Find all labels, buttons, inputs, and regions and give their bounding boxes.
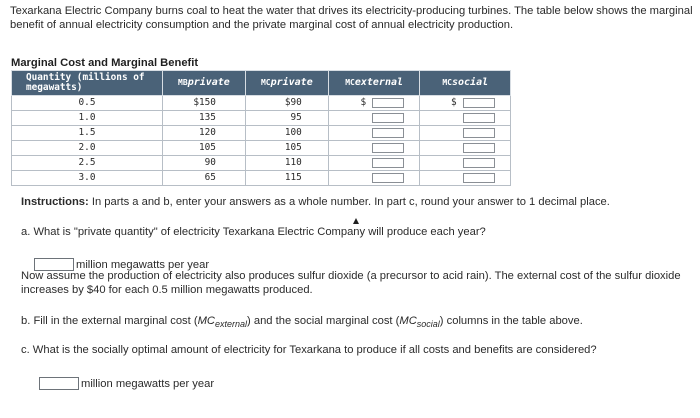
mc-external-cell [328,141,420,156]
table-row [12,111,511,126]
mouse-cursor-icon [353,218,359,224]
mb-private-cell: 65 [163,171,246,186]
quantity-cell: 0.5 [12,96,163,111]
mb-private-cell: 90 [163,156,246,171]
header-mc-social: MCsocial [420,71,511,96]
header-mb-private: MBprivate [163,71,246,96]
question-a: a. What is "private quantity" of electricity Texarkana Electric Company will produce each year? [21,226,486,238]
mb-private-cell: 135 [163,111,246,126]
mc-private-cell: $90 [245,96,328,111]
mc-social-input[interactable] [463,158,495,168]
marginal-cost-table [11,70,511,186]
mc-external-cell [328,111,420,126]
mc-private-cell: 105 [245,141,328,156]
sulfur-dioxide-paragraph: Now assume the production of electricity also produces sulfur dioxide (a precursor to acid rain). The external cost of the sulfur dioxide increases by $40 for each 0.5 million megawatts produced. [21,270,681,296]
mc-social-cell [420,156,511,171]
question-c-input[interactable] [39,377,79,390]
table-row [12,156,511,171]
question-c: c. What is the socially optimal amount of electricity for Texarkana to produce if all costs and benefits are considered? [21,344,597,356]
header-mc-external: MCexternal [328,71,420,96]
mc-external-cell [328,96,420,111]
mc-external-input[interactable] [372,98,404,108]
table-row [12,96,511,111]
mc-social-input[interactable] [463,173,495,183]
table-row [12,171,511,186]
mc-external-cell [328,171,420,186]
header-mc-private: MCprivate [245,71,328,96]
mb-private-cell: $150 [163,96,246,111]
table-title: Marginal Cost and Marginal Benefit [11,57,199,69]
mc-private-cell: 115 [245,171,328,186]
question-a-unit: million megawatts per year [76,258,210,271]
instructions-text: In parts a and b, enter your answers as a whole number. In part c, round your answer to 1 decimal place. [91,196,610,208]
mc-social-cell [420,96,511,111]
mc-social-input[interactable] [463,113,495,123]
mc-social-cell [420,171,511,186]
question-b: b. Fill in the external marginal cost $(MC_{external})$ and the social marginal cost $(MC_{social})$ columns in the table above. [21,315,583,330]
mc-external-cell [328,126,420,141]
mc-external-input[interactable] [372,158,404,168]
mc-social-cell [420,126,511,141]
mb-private-cell: 120 [163,126,246,141]
mc-social-cell [420,141,511,156]
header-quantity: Quantity (millions of megawatts) [12,71,163,96]
instructions-label: Instructions: [21,196,89,208]
mc-external-input[interactable] [372,143,404,153]
mc-social-cell [420,111,511,126]
dollar-sign: $ [451,97,457,108]
table-header-row [12,71,511,96]
mc-private-cell: 100 [245,126,328,141]
mc-social-input[interactable] [463,128,495,138]
question-c-answer [39,377,214,390]
quantity-cell: 2.0 [12,141,163,156]
quantity-cell: 1.5 [12,126,163,141]
mc-private-cell: 95 [245,111,328,126]
quantity-cell: 3.0 [12,171,163,186]
quantity-cell: 1.0 [12,111,163,126]
instructions [21,196,610,208]
table-row [12,141,511,156]
mc-social-input[interactable] [463,143,495,153]
mc-external-input[interactable] [372,173,404,183]
mc-external-cell [328,156,420,171]
quantity-cell: 2.5 [12,156,163,171]
mc-external-input[interactable] [372,128,404,138]
problem-intro: Texarkana Electric Company burns coal to heat the water that drives its electricity-producing turbines. The table below shows the marginal benefit of annual electricity consumption and the private marginal cost of annual electricity production. [10,5,693,31]
question-c-unit: million megawatts per year [81,377,215,390]
mc-external-input[interactable] [372,113,404,123]
mc-private-cell: 110 [245,156,328,171]
mb-private-cell: 105 [163,141,246,156]
dollar-sign: $ [360,97,367,108]
mc-social-input[interactable] [463,98,495,108]
table-row [12,126,511,141]
